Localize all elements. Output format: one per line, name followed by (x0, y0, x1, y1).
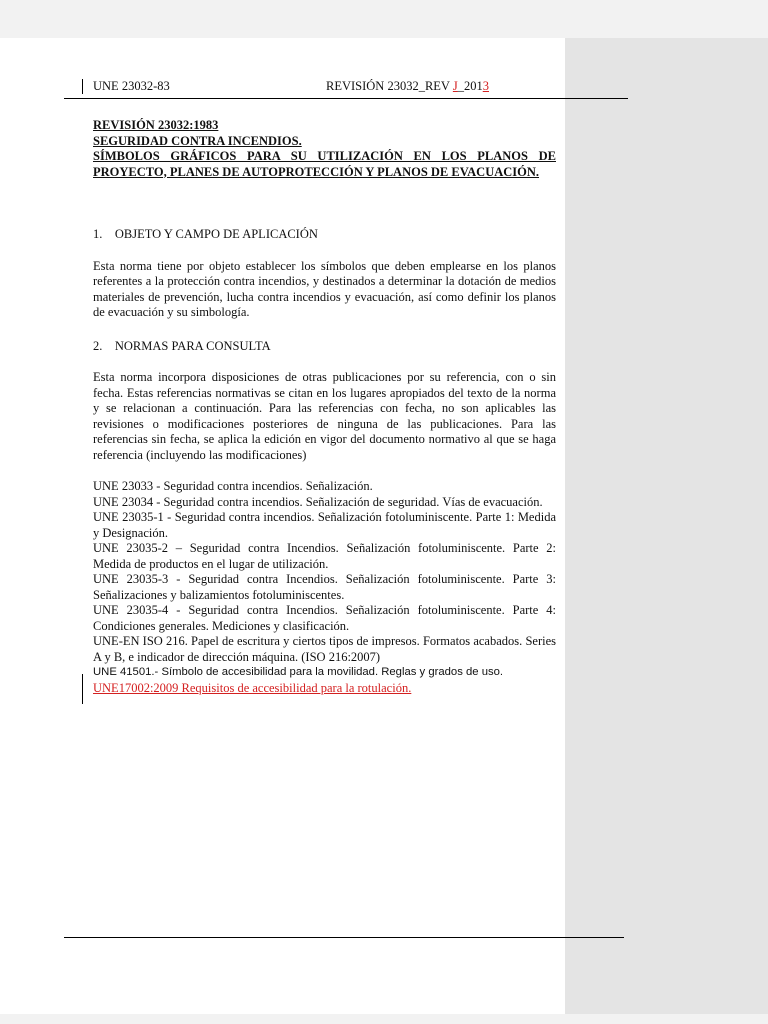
header-right-mid: _201 (457, 79, 483, 93)
reference-item: UNE-EN ISO 216. Papel de escritura y ciertos tipos de impresos. Formatos acabados. Series A y B, e indicador de dirección máquina. (ISO 216:2007) (93, 634, 556, 664)
reference-item: UNE 23033 - Seguridad contra incendios. Señalización. (93, 479, 373, 493)
reference-list (93, 479, 556, 696)
section-2-body: Esta norma incorpora disposiciones de otras publicaciones por su referencia, con o sin fecha. Estas referencias normativas se citan en los lugares apropiados del texto de la norma y se relacionan a continuación. Para las referencias con fecha, no son aplicables las revisiones o modificaciones posteriores de ninguna de las publicaciones. Para las referencias sin fecha, se aplica la edición en vigor del documento normativo al que se haga referencia (incluyendo las modificaciones) (93, 370, 556, 462)
header-right-prefix: REVISIÓN 23032_REV (326, 79, 453, 93)
comment-pane[interactable] (565, 38, 768, 1014)
footer-rule (64, 937, 624, 938)
reference-item-inserted: UNE17002:2009 Requisitos de accesibilidad para la rotulación. (93, 680, 412, 695)
page-header (82, 79, 628, 99)
reference-item: UNE 23035-1 - Seguridad contra incendios. Señalización fotoluminiscente. Parte 1: Medida y Designación. (93, 510, 556, 540)
title-line-1: REVISIÓN 23032:1983 (93, 118, 219, 132)
document-body (93, 118, 556, 696)
reference-item-une41501: UNE 41501.- Símbolo de accesibilidad para la movilidad. Reglas y grados de uso. (93, 666, 504, 678)
header-right (326, 79, 489, 94)
change-bar-references (82, 674, 83, 704)
section-1-body: Esta norma tiene por objeto establecer los símbolos que deben emplearse en los planos referentes a la protección contra incendios, y destinados a determinar la dotación de medios materiales de prevención, lucha contra incendios y evacuación, así como definir los planos de evacuación y su simbología. (93, 258, 556, 319)
title-line-2: SEGURIDAD CONTRA INCENDIOS. (93, 133, 302, 148)
title-line-3: SÍMBOLOS GRÁFICOS PARA SU UTILIZACIÓN EN LOS PLANOS DE PROYECTO, PLANES DE AUTOPROTECCIÓN Y PLANOS DE EVACUACIÓN. (93, 149, 556, 179)
reference-item: UNE 23034 - Seguridad contra incendios. Señalización de seguridad. Vías de evacuación. (93, 494, 543, 509)
header-rule (64, 98, 628, 99)
change-bar-header (82, 79, 83, 94)
section-1-heading: 1. OBJETO Y CAMPO DE APLICACIÓN (93, 227, 318, 241)
reference-item: UNE 23035-3 - Seguridad contra Incendios. Señalización fotoluminiscente. Parte 3: Señalizaciones y balizamientos fotoluminiscentes. (93, 572, 556, 602)
title-block (93, 118, 556, 180)
top-margin (0, 0, 768, 38)
reference-item: UNE 23035-2 – Seguridad contra Incendios. Señalización fotoluminiscente. Parte 2: Medida de productos en el lugar de utilización. (93, 541, 556, 571)
reference-item: UNE 23035-4 - Seguridad contra Incendios. Señalización fotoluminiscente. Parte 4: Condiciones generales. Mediciones y clasificación. (93, 603, 556, 633)
header-left: UNE 23032-83 (93, 79, 170, 93)
section-2-heading: 2. NORMAS PARA CONSULTA (93, 338, 271, 353)
header-right-suffix: 3 (482, 79, 489, 93)
header-revision-mark: J (452, 79, 458, 93)
